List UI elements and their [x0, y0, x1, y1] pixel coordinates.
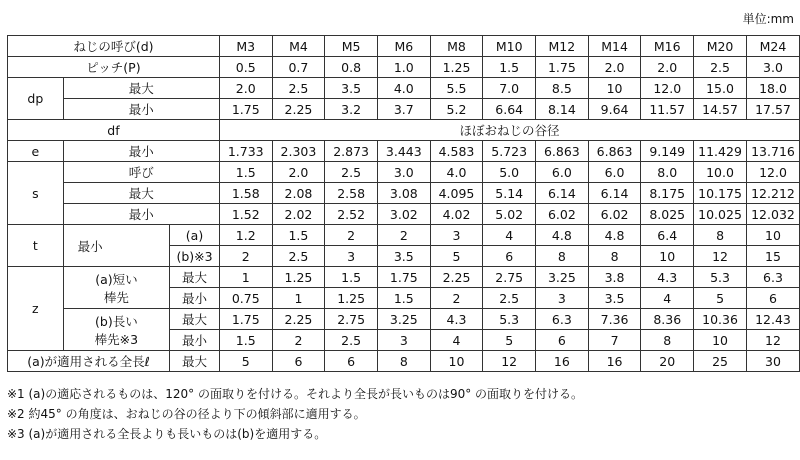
s-nominal-value: 10.0: [694, 162, 747, 183]
dp-min-value: 3.2: [325, 99, 378, 120]
t-a-value: 4: [483, 225, 536, 246]
dp-min-value: 17.57: [746, 99, 799, 120]
e-min-value: 11.429: [694, 141, 747, 162]
e-min-value: 13.716: [746, 141, 799, 162]
length-max-value: 5: [219, 351, 272, 372]
dp-min-value: 3.7: [377, 99, 430, 120]
z-long-line2: 棒先※3: [94, 331, 139, 347]
e-min-value: 5.723: [483, 141, 536, 162]
t-a-value: 4.8: [536, 225, 589, 246]
thread-size-header: M16: [641, 36, 694, 57]
dp-min-value: 8.14: [536, 99, 589, 120]
thread-size-header: M5: [325, 36, 378, 57]
z-long-max-value: 2.25: [272, 309, 325, 330]
length-max-value: 20: [641, 351, 694, 372]
t-a-value: 3: [430, 225, 483, 246]
e-min-value: 6.863: [536, 141, 589, 162]
s-max-value: 3.08: [377, 183, 430, 204]
t-a-label: (a): [170, 225, 220, 246]
z-long-min-value: 1.5: [219, 330, 272, 351]
z-long-min-value: 12: [746, 330, 799, 351]
dp-max-label: 最大: [63, 78, 219, 99]
t-b-label: (b)※3: [170, 246, 220, 267]
t-a-value: 2: [325, 225, 378, 246]
thread-size-header: M8: [430, 36, 483, 57]
s-nominal-value: 6.0: [536, 162, 589, 183]
t-a-row: [8, 225, 800, 246]
z-long-max-value: 2.75: [325, 309, 378, 330]
thread-size-header: M4: [272, 36, 325, 57]
dp-max-value: 5.5: [430, 78, 483, 99]
dp-max-value: 10: [588, 78, 641, 99]
dp-min-value: 6.64: [483, 99, 536, 120]
s-min-value: 2.02: [272, 204, 325, 225]
length-row: [8, 351, 800, 372]
z-long-min-value: 5: [483, 330, 536, 351]
pitch-value: 2.0: [588, 57, 641, 78]
footnote-1: ※1 (a)の適応されるものは、120° の面取りを付ける。それより全長が長いものは90° の面取りを付ける。: [7, 387, 584, 401]
z-short-max-value: 6.3: [746, 267, 799, 288]
t-b-value: 6: [483, 246, 536, 267]
unit-label: 単位:mm: [742, 12, 794, 26]
z-long-max-value: 8.36: [641, 309, 694, 330]
e-min-value: 3.443: [377, 141, 430, 162]
dp-max-value: 3.5: [325, 78, 378, 99]
z-long-min-value: 6: [536, 330, 589, 351]
spec-table: [7, 35, 800, 372]
t-b-value: 12: [694, 246, 747, 267]
t-a-value: 6.4: [641, 225, 694, 246]
z-short-label: [63, 267, 169, 309]
s-max-value: 8.175: [641, 183, 694, 204]
pitch-row: [8, 57, 800, 78]
length-max-value: 25: [694, 351, 747, 372]
thread-size-header: M12: [536, 36, 589, 57]
footnote-2: ※2 約45° の角度は、おねじの谷の径より下の傾斜部に適用する。: [7, 407, 366, 421]
z-long-min-value: 8: [641, 330, 694, 351]
s-max-row: [8, 183, 800, 204]
s-nominal-value: 2.5: [325, 162, 378, 183]
pitch-value: 0.7: [272, 57, 325, 78]
z-long-min-label: 最小: [170, 330, 220, 351]
dp-max-value: 2.5: [272, 78, 325, 99]
z-short-line2: 棒先: [103, 289, 129, 305]
e-min-value: 6.863: [588, 141, 641, 162]
t-min-label: 最小: [63, 225, 169, 267]
s-min-value: 1.52: [219, 204, 272, 225]
s-max-value: 10.175: [694, 183, 747, 204]
z-short-max-value: 1.25: [272, 267, 325, 288]
dp-max-value: 15.0: [694, 78, 747, 99]
s-nominal-value: 12.0: [746, 162, 799, 183]
length-max-label: 最大: [170, 351, 220, 372]
dp-min-value: 5.2: [430, 99, 483, 120]
z-long-min-value: 10: [694, 330, 747, 351]
z-long-line1: (b)長い: [95, 313, 138, 329]
z-short-max-value: 3.25: [536, 267, 589, 288]
e-min-value: 2.303: [272, 141, 325, 162]
t-b-value: 3.5: [377, 246, 430, 267]
length-max-value: 6: [272, 351, 325, 372]
e-min-label: 最小: [63, 141, 219, 162]
z-short-min-value: 1.25: [325, 288, 378, 309]
s-nominal-value: 8.0: [641, 162, 694, 183]
dp-min-value: 2.25: [272, 99, 325, 120]
s-nominal-value: 4.0: [430, 162, 483, 183]
footnote-3: ※3 (a)が適用される全長よりも長いものは(b)を適用する。: [7, 427, 327, 441]
z-short-max-value: 2.75: [483, 267, 536, 288]
t-b-value: 5: [430, 246, 483, 267]
z-long-min-value: 2: [272, 330, 325, 351]
s-min-value: 6.02: [536, 204, 589, 225]
dp-min-value: 1.75: [219, 99, 272, 120]
pitch-value: 1.25: [430, 57, 483, 78]
dp-min-value: 11.57: [641, 99, 694, 120]
dp-max-row: [8, 78, 800, 99]
z-long-max-row: [8, 309, 800, 330]
z-short-max-value: 4.3: [641, 267, 694, 288]
z-long-min-value: 7: [588, 330, 641, 351]
s-max-label: 最大: [63, 183, 219, 204]
s-max-value: 12.212: [746, 183, 799, 204]
t-b-value: 3: [325, 246, 378, 267]
z-long-max-value: 3.25: [377, 309, 430, 330]
z-short-line1: (a)短い: [95, 271, 138, 287]
s-nominal-value: 3.0: [377, 162, 430, 183]
df-label: df: [8, 120, 220, 141]
s-min-value: 5.02: [483, 204, 536, 225]
z-short-min-value: 4: [641, 288, 694, 309]
z-short-min-value: 6: [746, 288, 799, 309]
s-min-value: 2.52: [325, 204, 378, 225]
z-short-min-value: 2: [430, 288, 483, 309]
length-max-value: 16: [536, 351, 589, 372]
thread-size-header: M20: [694, 36, 747, 57]
length-max-value: 30: [746, 351, 799, 372]
z-long-max-value: 1.75: [219, 309, 272, 330]
e-min-value: 4.583: [430, 141, 483, 162]
thread-size-header: M10: [483, 36, 536, 57]
s-min-value: 6.02: [588, 204, 641, 225]
dp-max-value: 12.0: [641, 78, 694, 99]
dp-max-value: 2.0: [219, 78, 272, 99]
t-a-value: 1.5: [272, 225, 325, 246]
z-long-max-value: 7.36: [588, 309, 641, 330]
z-label: z: [8, 267, 64, 351]
z-short-min-value: 5: [694, 288, 747, 309]
pitch-value: 1.75: [536, 57, 589, 78]
t-b-value: 2: [219, 246, 272, 267]
dp-max-value: 18.0: [746, 78, 799, 99]
s-min-value: 12.032: [746, 204, 799, 225]
s-nominal-value: 2.0: [272, 162, 325, 183]
thread-size-label: ねじの呼び(d): [8, 36, 220, 57]
z-short-max-value: 1.75: [377, 267, 430, 288]
t-b-value: 10: [641, 246, 694, 267]
s-nominal-value: 6.0: [588, 162, 641, 183]
pitch-value: 2.0: [641, 57, 694, 78]
length-max-value: 8: [377, 351, 430, 372]
z-long-max-label: 最大: [170, 309, 220, 330]
t-label: t: [8, 225, 64, 267]
z-short-max-value: 5.3: [694, 267, 747, 288]
s-min-value: 8.025: [641, 204, 694, 225]
s-nominal-row: [8, 162, 800, 183]
pitch-value: 1.5: [483, 57, 536, 78]
z-short-max-value: 1.5: [325, 267, 378, 288]
pitch-value: 3.0: [746, 57, 799, 78]
dp-max-value: 7.0: [483, 78, 536, 99]
z-short-min-value: 0.75: [219, 288, 272, 309]
pitch-value: 2.5: [694, 57, 747, 78]
t-a-value: 2: [377, 225, 430, 246]
header-row: [8, 36, 800, 57]
z-long-max-value: 4.3: [430, 309, 483, 330]
t-b-value: 8: [536, 246, 589, 267]
z-long-min-value: 2.5: [325, 330, 378, 351]
z-long-min-value: 3: [377, 330, 430, 351]
dp-min-label: 最小: [63, 99, 219, 120]
s-nominal-label: 呼び: [63, 162, 219, 183]
t-b-value: 15: [746, 246, 799, 267]
s-max-value: 5.14: [483, 183, 536, 204]
dp-min-value: 9.64: [588, 99, 641, 120]
thread-size-header: M24: [746, 36, 799, 57]
dp-min-row: [8, 99, 800, 120]
s-max-value: 6.14: [588, 183, 641, 204]
s-min-label: 最小: [63, 204, 219, 225]
e-row: [8, 141, 800, 162]
s-min-value: 10.025: [694, 204, 747, 225]
z-long-label: [63, 309, 169, 351]
length-max-value: 10: [430, 351, 483, 372]
s-max-value: 1.58: [219, 183, 272, 204]
t-a-value: 8: [694, 225, 747, 246]
z-short-min-value: 2.5: [483, 288, 536, 309]
s-min-value: 4.02: [430, 204, 483, 225]
thread-size-header: M6: [377, 36, 430, 57]
t-a-value: 10: [746, 225, 799, 246]
t-a-value: 4.8: [588, 225, 641, 246]
t-b-value: 2.5: [272, 246, 325, 267]
dp-label: dp: [8, 78, 64, 120]
s-label: s: [8, 162, 64, 225]
dp-min-value: 14.57: [694, 99, 747, 120]
s-max-value: 2.08: [272, 183, 325, 204]
s-min-value: 3.02: [377, 204, 430, 225]
length-max-value: 6: [325, 351, 378, 372]
footnotes: [7, 384, 583, 444]
t-b-value: 8: [588, 246, 641, 267]
pitch-value: 0.8: [325, 57, 378, 78]
z-short-max-label: 最大: [170, 267, 220, 288]
thread-size-header: M3: [219, 36, 272, 57]
z-long-max-value: 10.36: [694, 309, 747, 330]
z-short-min-value: 3: [536, 288, 589, 309]
z-short-min-value: 1: [272, 288, 325, 309]
s-nominal-value: 5.0: [483, 162, 536, 183]
df-row: [8, 120, 800, 141]
z-short-min-label: 最小: [170, 288, 220, 309]
pitch-value: 1.0: [377, 57, 430, 78]
e-min-value: 2.873: [325, 141, 378, 162]
dp-max-value: 8.5: [536, 78, 589, 99]
thread-size-header: M14: [588, 36, 641, 57]
df-note: ほぼおねじの谷径: [219, 120, 799, 141]
pitch-value: 0.5: [219, 57, 272, 78]
s-nominal-value: 1.5: [219, 162, 272, 183]
e-min-value: 9.149: [641, 141, 694, 162]
z-short-max-value: 3.8: [588, 267, 641, 288]
z-long-min-value: 4: [430, 330, 483, 351]
z-long-max-value: 5.3: [483, 309, 536, 330]
dp-max-value: 4.0: [377, 78, 430, 99]
s-min-row: [8, 204, 800, 225]
pitch-label: ピッチ(P): [8, 57, 220, 78]
length-label: (a)が適用される全長ℓ: [8, 351, 170, 372]
z-short-max-value: 1: [219, 267, 272, 288]
s-max-value: 4.095: [430, 183, 483, 204]
e-min-value: 1.733: [219, 141, 272, 162]
z-long-max-value: 12.43: [746, 309, 799, 330]
z-long-max-value: 6.3: [536, 309, 589, 330]
z-short-max-value: 2.25: [430, 267, 483, 288]
s-max-value: 2.58: [325, 183, 378, 204]
length-max-value: 12: [483, 351, 536, 372]
s-max-value: 6.14: [536, 183, 589, 204]
e-label: e: [8, 141, 64, 162]
z-short-min-value: 1.5: [377, 288, 430, 309]
z-short-max-row: [8, 267, 800, 288]
z-short-min-value: 3.5: [588, 288, 641, 309]
length-max-value: 16: [588, 351, 641, 372]
t-a-value: 1.2: [219, 225, 272, 246]
